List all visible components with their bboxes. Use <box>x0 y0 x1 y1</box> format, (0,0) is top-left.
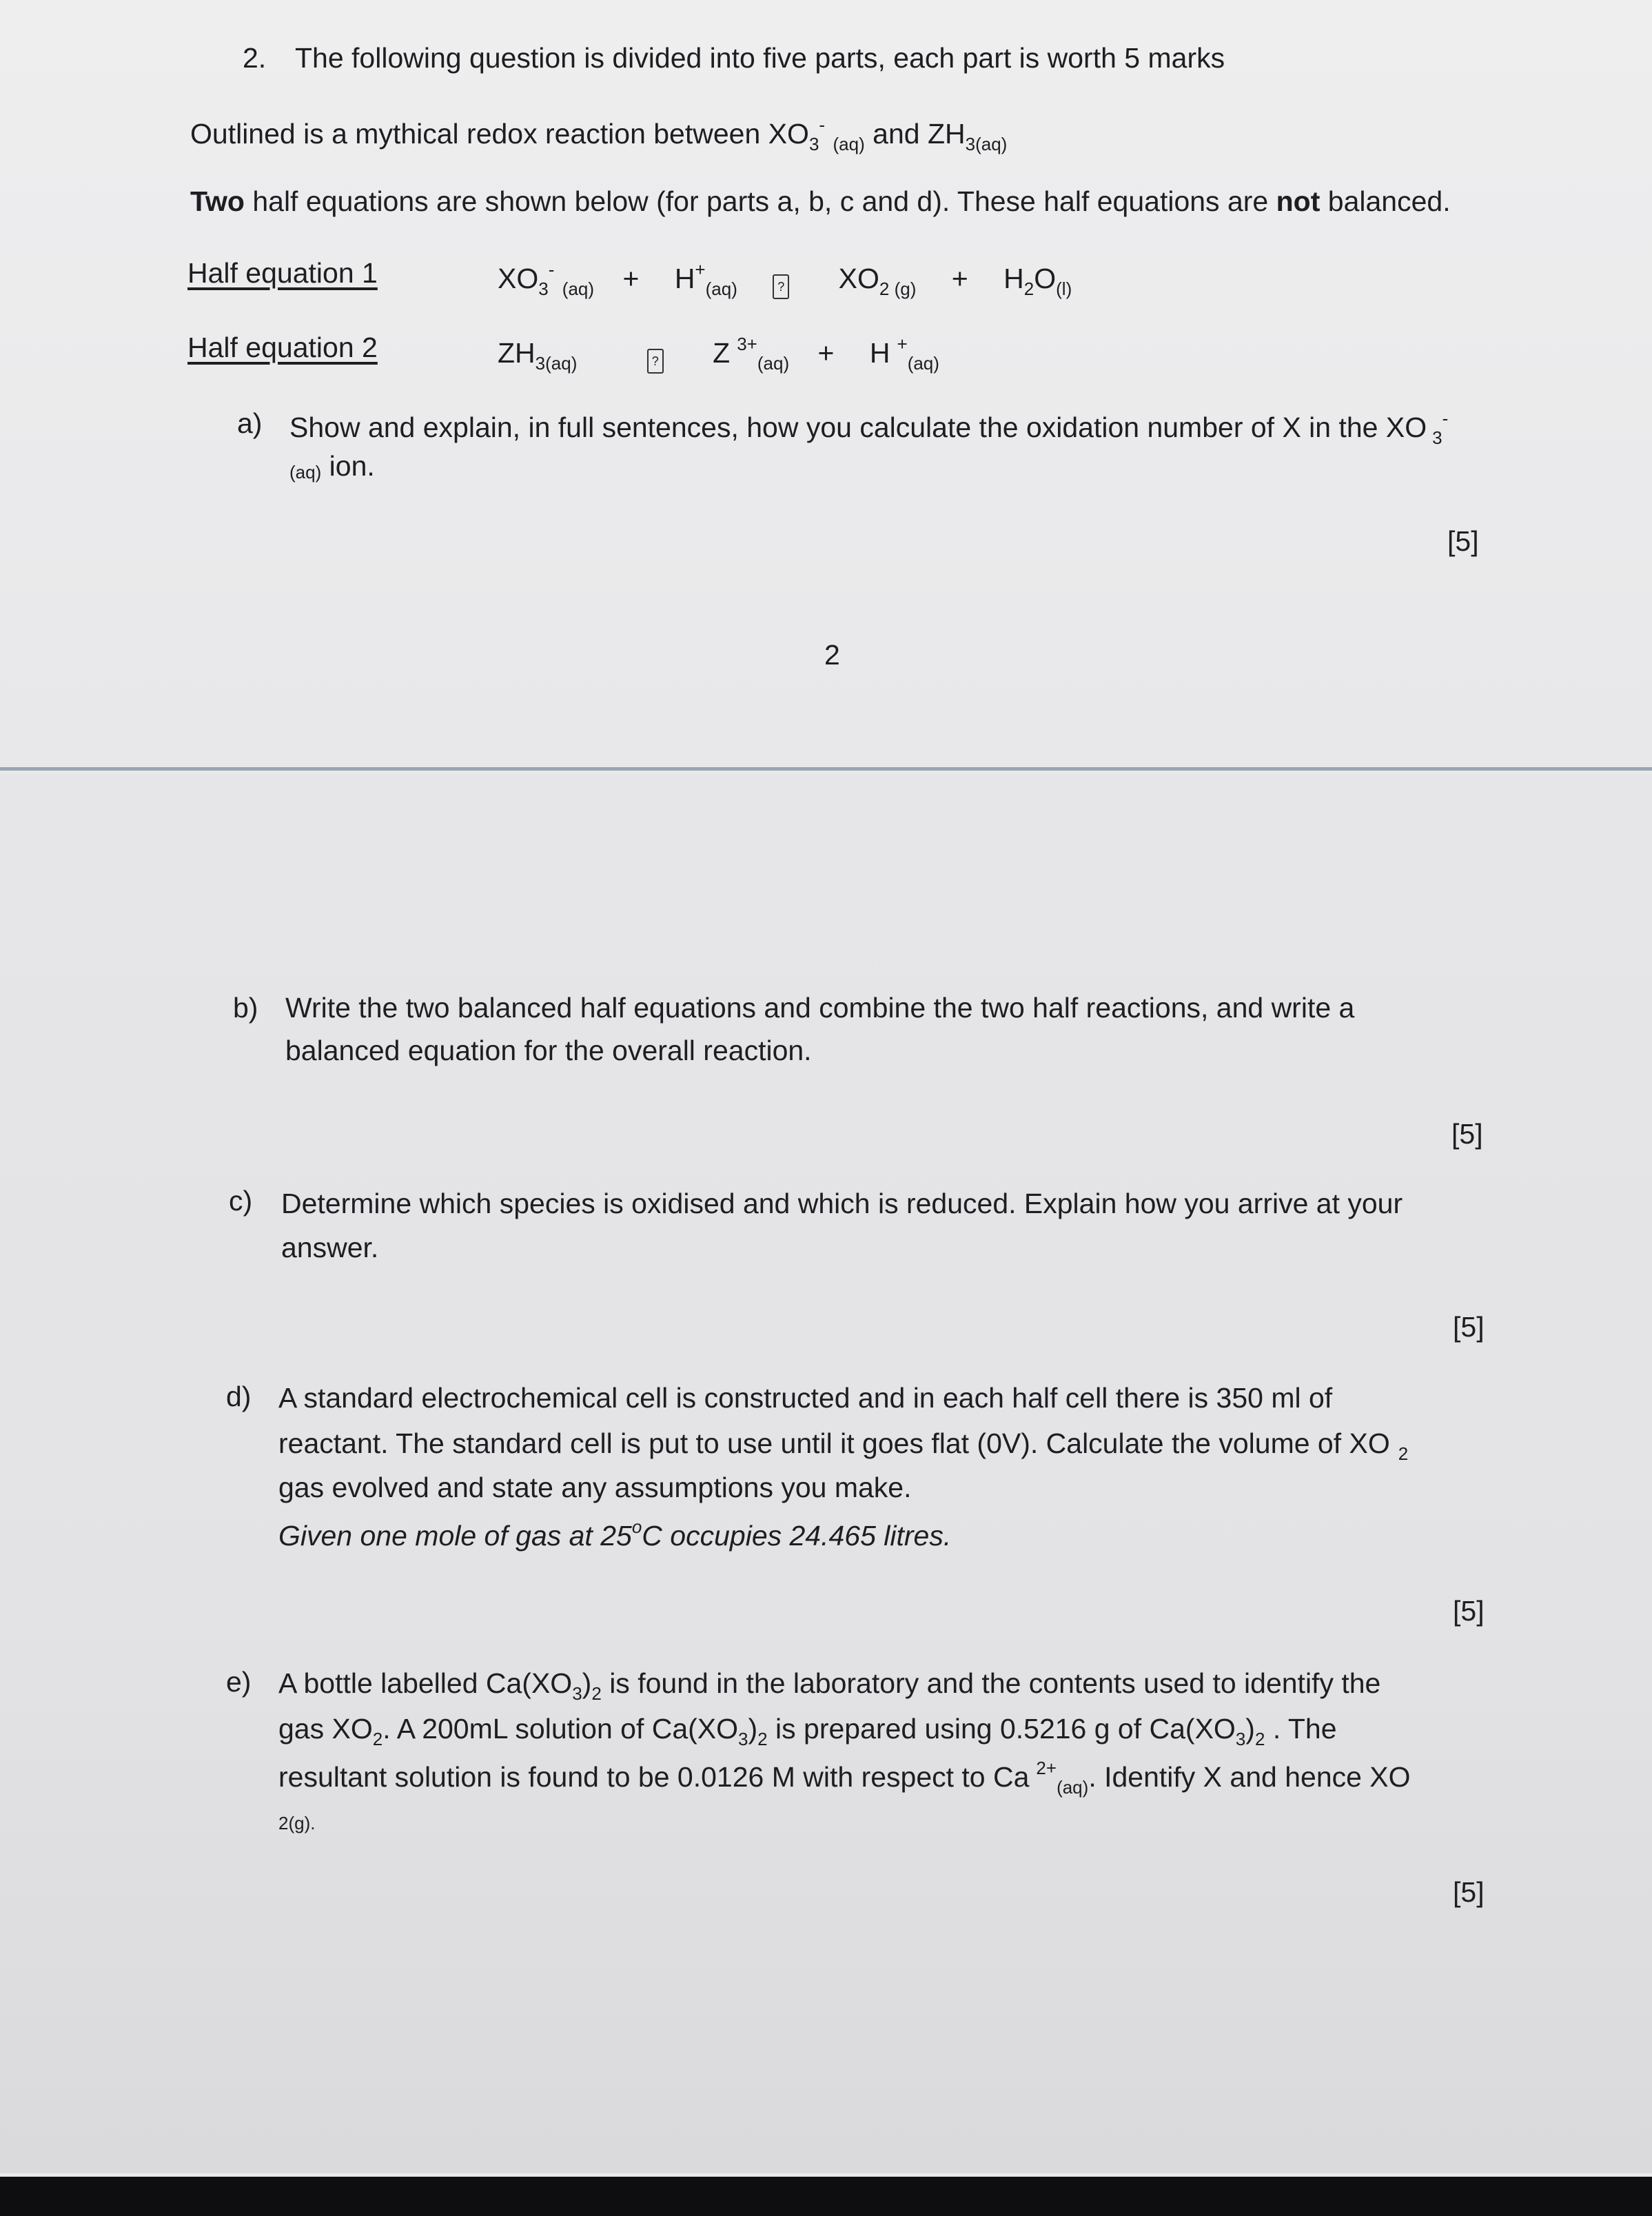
intro-bold-not: not <box>1276 185 1320 217</box>
part-e-sub5: 2 <box>757 1729 768 1749</box>
part-e-sub1: 3 <box>572 1683 582 1704</box>
eq1-plus1: + <box>622 263 640 294</box>
eq2-plus: + <box>817 337 835 369</box>
eq2-r1: ZH <box>498 337 536 369</box>
part-b-mark: [5] <box>1451 1118 1483 1150</box>
part-d-text2: reactant. The standard cell is put to use until it goes flat (0V). Calculate the volume of XO <box>278 1427 1390 1459</box>
eq1-r1-sub: 3 <box>538 278 549 299</box>
half-equations-intro <box>190 187 1451 216</box>
question-number <box>243 44 266 72</box>
part-e-dot: . <box>310 1813 316 1833</box>
eq1-plus2: + <box>951 263 968 294</box>
part-b-line2: balanced equation for the overall reaction. <box>285 1035 812 1066</box>
screen-bezel <box>0 2177 1652 2216</box>
eq2-p2-sup: + <box>897 334 908 354</box>
outline-species1: XO <box>768 118 809 150</box>
part-a-letter: a) <box>237 407 263 439</box>
eq1-r1-state: (aq) <box>562 278 595 299</box>
eq1-p2a: H <box>1003 263 1024 294</box>
part-a-line2 <box>289 452 375 481</box>
part-a-line1 <box>289 409 1448 447</box>
part-e-sup: 2+ <box>1036 1758 1057 1778</box>
part-e-sub6: 3 <box>1235 1729 1246 1749</box>
part-e-line4 <box>278 1814 315 1832</box>
part-e-text1c: is found in the laboratory and the contents used to identify the <box>609 1667 1381 1699</box>
page-number: 2 <box>824 639 840 671</box>
eq1-arrow-icon: ? <box>773 274 789 299</box>
part-d-line2 <box>278 1427 1409 1464</box>
outline-species1-state: (aq) <box>833 134 865 154</box>
half-equation-2 <box>498 335 939 374</box>
eq1-r2-sup: + <box>695 259 706 280</box>
eq2-arrow-icon: ? <box>647 349 664 374</box>
part-e-line3 <box>278 1759 1411 1796</box>
part-a-mark: [5] <box>1447 525 1479 557</box>
intro-text1: half equations are shown below (for parts a, b, c and d). These half equations are <box>252 185 1269 217</box>
part-e-sub4: 3 <box>738 1729 748 1749</box>
part-e-text2a: gas XO <box>278 1713 373 1745</box>
part-a-text1: Show and explain, in full sentences, how you calculate the oxidation number of X in the XO <box>289 411 1427 443</box>
eq1-p2b: O <box>1034 263 1057 294</box>
part-e-sub3: 2 <box>372 1729 383 1749</box>
eq1-p2-sub: 2 <box>1023 278 1034 299</box>
outline-and: and <box>873 118 920 150</box>
eq2-p1-sup: 3+ <box>737 334 757 354</box>
part-e-line2 <box>278 1715 1337 1748</box>
eq2-p2: H <box>869 337 890 369</box>
part-e-line1 <box>278 1669 1380 1702</box>
part-d-line1: A standard electrochemical cell is constructed and in each half cell there is 350 ml of <box>278 1382 1333 1414</box>
part-e-text3b: . Identify X and hence XO <box>1088 1761 1411 1793</box>
eq1-r1: XO <box>498 263 539 294</box>
intro-bold-two: Two <box>190 185 245 217</box>
part-d-letter: d) <box>226 1381 252 1412</box>
eq1-r1-sup: - <box>548 259 555 280</box>
part-a-text2: ion. <box>329 450 375 482</box>
part-d-line3: gas evolved and state any assumptions you make. <box>278 1472 912 1503</box>
part-e-text2d: is prepared using 0.5216 g of Ca(XO <box>775 1713 1236 1745</box>
eq2-r1-state: 3(aq) <box>535 353 578 374</box>
part-a-sub: 3 <box>1432 427 1442 448</box>
part-e-sub7: 2 <box>1254 1729 1265 1749</box>
outline-species1-charge: - <box>819 114 826 135</box>
part-d-text4a: Given one mole of gas at 25 <box>278 1520 632 1552</box>
part-e-text3a: resultant solution is found to be 0.0126 M with respect to Ca <box>278 1761 1030 1793</box>
part-e-text2b: . A 200mL solution of Ca(XO <box>383 1713 739 1745</box>
part-b-line1: Write the two balanced half equations and combine the two half reactions, and write a <box>285 992 1355 1024</box>
eq1-r2-state: (aq) <box>705 278 737 299</box>
part-e-text1a: A bottle labelled Ca(XO <box>278 1667 573 1699</box>
eq2-p1: Z <box>713 337 731 369</box>
part-e-text2c: ) <box>748 1713 758 1745</box>
eq1-p1: XO <box>838 263 879 294</box>
part-a-sup: - <box>1442 408 1449 429</box>
part-d-line4 <box>278 1518 951 1550</box>
outline-line <box>190 116 1007 153</box>
part-d-degree: o <box>631 1516 642 1537</box>
part-e-mark: [5] <box>1453 1876 1485 1908</box>
part-c-line2: answer. <box>281 1232 379 1263</box>
page-divider <box>0 767 1652 771</box>
outline-species2-sub: 3(aq) <box>965 134 1008 154</box>
part-e-sub2: 2 <box>591 1683 602 1704</box>
half-equation-2-label: Half equation 2 <box>187 332 378 363</box>
part-c-line1: Determine which species is oxidised and which is reduced. Explain how you arrive at your <box>281 1188 1403 1219</box>
part-b-letter: b) <box>233 992 258 1024</box>
half-equation-1 <box>498 261 1072 299</box>
part-c-letter: c) <box>229 1185 253 1217</box>
part-d-text4b: C occupies 24.465 litres. <box>642 1520 952 1552</box>
part-d-mark: [5] <box>1453 1595 1485 1627</box>
part-e-state: (aq) <box>1057 1777 1089 1798</box>
intro-text2: balanced. <box>1327 185 1451 217</box>
part-e-letter: e) <box>226 1666 252 1698</box>
part-e-text4: 2(g) <box>278 1813 311 1833</box>
eq1-p1-state: 2 (g) <box>879 278 917 299</box>
part-e-text2f: . The <box>1272 1713 1337 1745</box>
outline-text: Outlined is a mythical redox reaction between <box>190 118 761 150</box>
eq1-p2-state: (l) <box>1056 278 1072 299</box>
part-c-mark: [5] <box>1453 1311 1485 1343</box>
outline-species2: ZH <box>927 118 966 150</box>
question-number-text: 2. <box>243 42 267 74</box>
eq2-p1-state: (aq) <box>757 353 790 374</box>
question-intro: The following question is divided into five parts, each part is worth 5 marks <box>295 42 1225 74</box>
part-e-text1b: ) <box>582 1667 592 1699</box>
part-d-sub: 2 <box>1398 1443 1409 1464</box>
eq1-r2: H <box>674 263 695 294</box>
outline-species1-sub: 3 <box>808 134 819 154</box>
part-a-state: (aq) <box>289 462 322 482</box>
half-equation-1-label: Half equation 1 <box>187 257 378 289</box>
eq2-p2-state: (aq) <box>907 353 939 374</box>
part-e-text2e: ) <box>1245 1713 1255 1745</box>
